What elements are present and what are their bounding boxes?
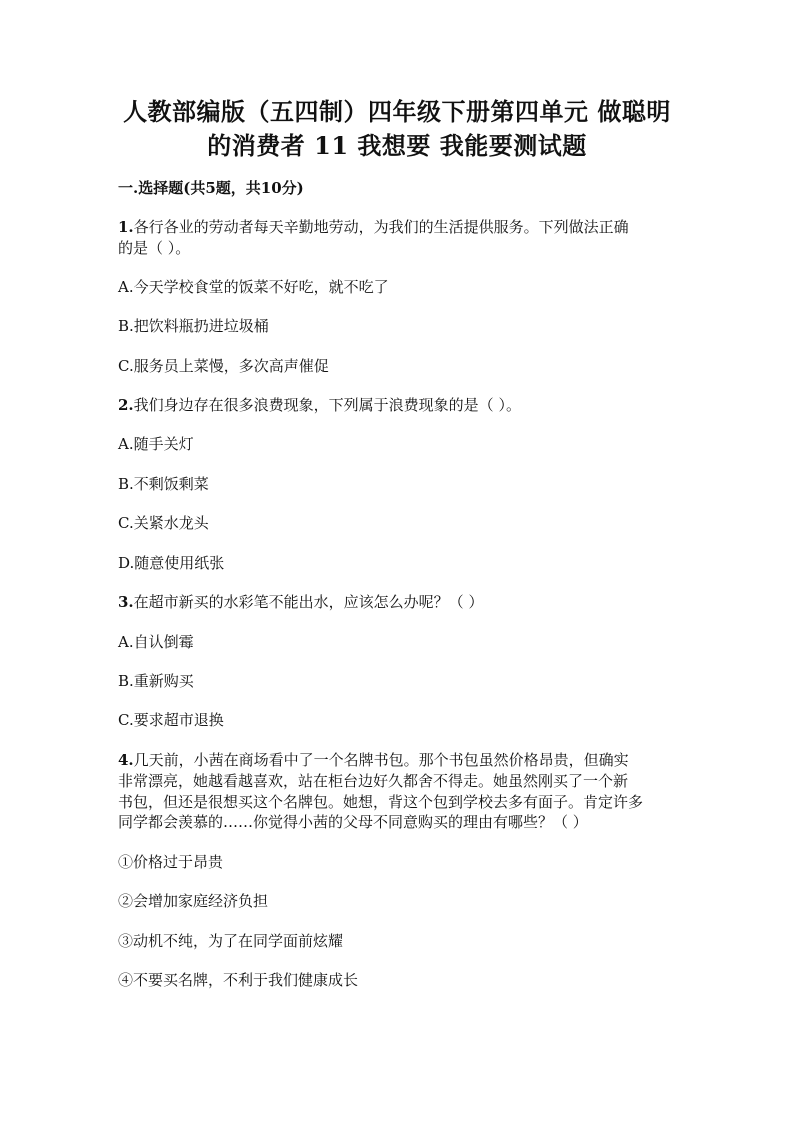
question-number: 2. [118, 396, 134, 414]
question-4-option-1: ①价格过于昂贵 [118, 853, 224, 871]
question-4-line-1 [118, 750, 629, 770]
question-4-option-2: ②会增加家庭经济负担 [118, 892, 269, 910]
question-2-option-c: C.关紧水龙头 [118, 514, 209, 532]
question-4-line-2: 非常漂亮，她越看越喜欢，站在柜台边好久都舍不得走。她虽然刚买了一个新 [118, 772, 629, 790]
question-1-line-1 [118, 217, 629, 237]
question-number: 1. [118, 218, 134, 236]
section-heading: 一.选择题(共5题，共10分) [118, 179, 304, 197]
question-stem: 各行各业的劳动者每天辛勤地劳动，为我们的生活提供服务。下列做法正确 [133, 218, 629, 236]
question-number: 4. [118, 751, 134, 769]
question-stem: 在超市新买的水彩笔不能出水，应该怎么办呢？（ ） [133, 593, 484, 611]
question-number: 3. [118, 593, 134, 611]
question-1-option-a: A.今天学校食堂的饭菜不好吃，就不吃了 [118, 278, 389, 296]
question-4-line-3: 书包，但还是很想买这个名牌包。她想，背这个包到学校去多有面子。肯定许多 [118, 793, 644, 811]
question-4-option-4: ④不要买名牌，不利于我们健康成长 [118, 971, 359, 989]
question-1-option-c: C.服务员上菜慢，多次高声催促 [118, 357, 329, 375]
question-stem: 几天前，小茜在商场看中了一个名牌书包。那个书包虽然价格昂贵，但确实 [133, 751, 629, 769]
question-2-line-1 [118, 395, 521, 415]
question-2-option-d: D.随意使用纸张 [118, 554, 225, 572]
page-title-line-2: 的消费者 11 我想要 我能要测试题 [207, 131, 587, 160]
question-3-option-a: A.自认倒霉 [118, 633, 194, 651]
question-1-option-b: B.把饮料瓶扔进垃圾桶 [118, 317, 269, 335]
question-2-option-b: B.不剩饭剩菜 [118, 475, 209, 493]
question-1-line-2: 的是（ ）。 [118, 239, 191, 257]
question-4-line-4: 同学都会羡慕的……你觉得小茜的父母不同意购买的理由有哪些？（ ） [118, 813, 588, 831]
question-stem: 我们身边存在很多浪费现象，下列属于浪费现象的是（ ）。 [133, 396, 521, 414]
page-title-line-1: 人教部编版（五四制）四年级下册第四单元 做聪明 [123, 97, 671, 126]
question-4-option-3: ③动机不纯，为了在同学面前炫耀 [118, 932, 344, 950]
question-3-option-b: B.重新购买 [118, 672, 194, 690]
question-3-line-1 [118, 592, 483, 612]
question-2-option-a: A.随手关灯 [118, 435, 194, 453]
question-3-option-c: C.要求超市退换 [118, 711, 224, 729]
